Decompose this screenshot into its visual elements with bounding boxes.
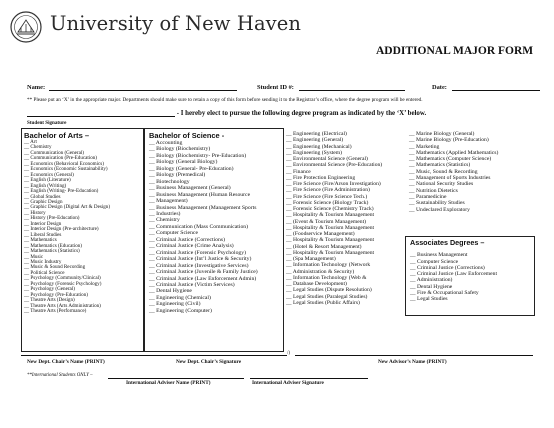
program-label: Business Management (Human Resource [156, 191, 251, 198]
program-label: Criminal Justice (Crime Analysis) [156, 243, 234, 250]
bachelor-arts-heading: Bachelor of Arts – [24, 131, 90, 140]
checkbox-blank[interactable]: __ [24, 155, 31, 162]
checkbox-blank[interactable]: __ [24, 166, 31, 173]
checkbox-blank[interactable]: __ [24, 253, 31, 260]
checkbox-blank[interactable]: __ [286, 162, 293, 169]
checkbox-blank[interactable]: __ [286, 218, 293, 225]
program-label: Computer Science [156, 230, 198, 237]
checkbox-blank[interactable]: __ [286, 187, 293, 194]
program-label: Criminal Justice (Investigative Services) [156, 262, 249, 269]
checkbox-blank[interactable]: __ [149, 198, 157, 205]
program-label: Business Management [417, 252, 468, 259]
checkbox-blank[interactable]: __ [410, 252, 417, 259]
program-label: Theatre Arts (Performance) [30, 308, 87, 315]
program-label: Music [30, 253, 44, 260]
checkbox-blank[interactable]: __ [24, 302, 31, 309]
checkbox-blank[interactable]: __ [149, 236, 157, 243]
program-label: Criminal Justice (Corrections) [156, 236, 225, 243]
program-label: Biotechnology [156, 178, 190, 185]
checkbox-blank[interactable]: __ [286, 174, 293, 181]
program-label: Psychology (Forensic Psychology) [30, 280, 102, 287]
checkbox-blank[interactable]: __ [286, 231, 293, 237]
program-label: Information Technology (Web & [293, 274, 367, 281]
program-label: Chemistry [156, 217, 180, 224]
checkbox-blank[interactable]: __ [286, 293, 293, 300]
program-label: Dental Hygiene [156, 288, 192, 295]
intl-adviser-print-label: International Adviser Name (PRINT) [126, 380, 211, 386]
name-input-line[interactable] [49, 90, 237, 91]
program-label: Graphic Design [30, 198, 63, 205]
program-label: Psychology (Community/Clinical) [30, 275, 101, 282]
checkbox-blank[interactable]: __ [286, 299, 293, 306]
checkbox-blank[interactable]: __ [149, 178, 157, 185]
program-label: Engineering (General) [293, 137, 344, 144]
program-label: Biology (General- Pre-Education) [156, 165, 234, 172]
program-label: Dental Hygiene [417, 283, 453, 290]
checkbox-blank[interactable]: __ [24, 149, 31, 156]
checkbox-blank[interactable]: __ [409, 175, 416, 182]
checkbox-blank[interactable]: __ [286, 199, 293, 206]
program-label: Undeclared Exploratory [416, 206, 470, 213]
checkbox-blank[interactable]: __ [286, 281, 293, 287]
program-label: History (Pre-Education) [30, 215, 80, 222]
program-label: English (Writing) [30, 182, 67, 189]
checkbox-blank[interactable]: __ [24, 177, 31, 184]
column-three [286, 131, 382, 306]
checkbox-blank[interactable]: __ [24, 231, 31, 238]
program-label: Legal Studies (Paralegal Studies) [293, 293, 368, 300]
new-advisor-print-label: New Advisor’s Name (PRINT) [378, 359, 447, 365]
program-label: Industries) [156, 210, 181, 217]
checkbox-blank[interactable]: __ [24, 193, 31, 200]
bachelor-science-column [149, 131, 258, 314]
program-label: Music & Sound Recording [30, 264, 86, 271]
program-label: Mathematics (Education) [30, 242, 83, 249]
program-label: Administration) [416, 277, 453, 284]
checkbox-blank[interactable]: __ [286, 181, 293, 187]
checkbox-blank[interactable]: __ [24, 139, 31, 145]
program-label: Mathematics (Computer Science) [416, 156, 492, 163]
program-label: Administration & Security) [292, 268, 355, 275]
program-label: Biology (Biochemistry- Pre-Education) [156, 152, 247, 159]
name-field[interactable] [27, 84, 237, 91]
associates-list [410, 252, 497, 302]
program-label: Legal Studies (Public Affairs) [293, 299, 360, 306]
program-label: Environmental Science (General) [293, 156, 368, 162]
checkbox-blank[interactable]: __ [149, 165, 157, 172]
checkbox-blank[interactable]: __ [149, 275, 157, 282]
new-dept-chair-signature-label: New Dept. Chair’s Signature [176, 359, 242, 365]
program-label: (Spa Management) [293, 256, 336, 262]
program-label: English (Writing- Pre-Education) [30, 188, 99, 195]
program-label: Biology (General Biology) [156, 159, 218, 166]
bachelor-arts-column [24, 131, 110, 315]
checkbox-blank[interactable]: __ [149, 256, 157, 263]
program-label: (Hotel & Resort Management) [293, 243, 362, 250]
instruction-text: ** Please put an ‘X’ in the appropriate major. Departments should make sure to retain a copy of this form before sending it to the Registrar’s office, where the degree program will be entered. [27, 97, 423, 103]
program-label: Criminal Justice (Forensic Psychology) [156, 249, 246, 256]
checkbox-blank[interactable]: __ [149, 172, 157, 179]
program-label: Paramedicine [416, 193, 447, 200]
checkbox-blank[interactable]: __ [286, 237, 293, 244]
program-label: Mathematics [30, 237, 57, 244]
checkbox-blank[interactable]: __ [24, 182, 31, 189]
program-label: Marine Biology (General) [416, 131, 475, 137]
checkbox-blank[interactable]: __ [149, 185, 157, 192]
program-label: Music, Sound & Recording [416, 168, 478, 175]
date-label: Date: [432, 84, 447, 91]
program-label: Management of Sports Industries [416, 175, 491, 182]
column-three-list [286, 131, 382, 306]
checkbox-blank[interactable]: __ [409, 206, 416, 213]
program-label: Liberal Studies [30, 231, 62, 238]
new-advisor-signature-line[interactable] [295, 355, 533, 356]
checkbox-blank[interactable]: __ [286, 256, 293, 262]
student-id-input-line[interactable] [299, 90, 405, 91]
checkbox-blank[interactable]: __ [286, 243, 293, 250]
program-label: Hospitality & Tourism Management [293, 224, 375, 231]
checkbox-blank[interactable]: __ [409, 181, 416, 188]
checkbox-blank[interactable]: __ [149, 210, 157, 217]
checkbox-blank[interactable]: __ [24, 215, 31, 222]
checkbox-blank[interactable]: __ [149, 204, 157, 211]
checkbox-blank[interactable]: __ [24, 297, 31, 304]
program-label: Economics (General) [30, 171, 74, 178]
checkbox-blank[interactable]: __ [149, 223, 157, 230]
checkbox-blank[interactable]: __ [24, 280, 31, 287]
checkbox-blank[interactable]: __ [410, 296, 417, 303]
program-label: English (Literature) [30, 177, 71, 184]
checkbox-blank[interactable]: __ [409, 162, 416, 169]
program-label: Criminal Justice (Victim Services) [156, 281, 235, 288]
checkbox-blank[interactable]: __ [149, 288, 157, 295]
pursue-statement: - I hereby elect to pursue the following degree program as indicated by the ‘X’ below. [176, 110, 427, 117]
checkbox-blank[interactable]: __ [149, 230, 157, 237]
checkbox-blank[interactable]: __ [24, 198, 31, 205]
checkbox-blank[interactable]: __ [286, 168, 293, 175]
checkbox-blank[interactable]: __ [409, 193, 416, 200]
checkbox-blank[interactable]: __ [24, 264, 31, 271]
program-label: Chemistry [30, 144, 52, 151]
university-seal-logo [10, 11, 42, 43]
checkbox-blank[interactable]: __ [409, 200, 416, 207]
checkbox-blank[interactable]: __ [409, 149, 416, 156]
program-label: Economics (Behavioral Economics) [30, 160, 104, 167]
program-label: Forensic Science (Biology Track) [293, 199, 369, 206]
checkbox-blank[interactable]: __ [409, 168, 416, 175]
checkbox-blank[interactable]: __ [286, 206, 293, 212]
checkbox-blank[interactable]: __ [409, 131, 416, 137]
new-dept-chair-signature-line[interactable] [21, 355, 287, 356]
checkbox-blank[interactable]: __ [149, 307, 157, 314]
checkbox-blank[interactable]: __ [410, 283, 417, 290]
program-label: History [30, 209, 46, 216]
program-label: Engineering (Computer) [156, 307, 212, 314]
checkbox-blank[interactable]: __ [24, 275, 31, 282]
checkbox-blank[interactable]: __ [24, 188, 31, 195]
intl-adviser-signature-line[interactable] [250, 378, 368, 379]
program-label: Interior Design (Pre-architecture) [30, 226, 99, 233]
checkbox-blank[interactable]: __ [24, 269, 31, 276]
checkbox-blank[interactable]: __ [286, 262, 293, 269]
checkbox-blank[interactable]: __ [24, 286, 31, 293]
intl-adviser-print-line[interactable] [108, 378, 244, 379]
checkbox-blank[interactable]: __ [149, 249, 157, 256]
bachelor-arts-list [24, 140, 110, 315]
checkbox-blank[interactable]: __ [286, 224, 293, 231]
program-label: Accounting [155, 140, 183, 146]
checkbox-blank[interactable]: __ [410, 277, 417, 284]
program-label: Environmental Science (Pre-Education) [293, 162, 383, 169]
checkbox-blank[interactable]: __ [410, 264, 417, 271]
program-label: Engineering (Chemical) [156, 294, 211, 301]
associates-heading: Associates Degrees – [410, 238, 485, 247]
checkbox-blank[interactable]: __ [286, 287, 293, 294]
program-label: Computer Science [417, 258, 459, 265]
program-label: Business Management (General) [156, 185, 231, 192]
checkbox-blank[interactable]: __ [24, 220, 31, 227]
program-label: Art [30, 139, 37, 145]
program-label: Forensic Science (Chemistry Track) [293, 206, 374, 212]
checkbox-blank[interactable]: __ [24, 308, 31, 315]
program-label: Biology (Premedical) [156, 172, 206, 179]
program-label: Criminal Justice (Corrections) [417, 264, 485, 271]
checkbox-blank[interactable]: __ [286, 143, 293, 150]
checkbox-blank[interactable]: __ [24, 291, 31, 298]
program-label: Political Science [30, 269, 65, 276]
program-label: Marine Biology (Pre-Education) [416, 137, 489, 144]
student-signature-line[interactable] [27, 116, 175, 117]
date-input-line[interactable] [452, 90, 540, 91]
program-label: Hospitality & Tourism Management [293, 212, 375, 219]
program-label: Mathematics (Statistics) [30, 248, 80, 255]
international-students-prefix: **International Students ONLY – [27, 373, 93, 378]
checkbox-blank[interactable]: __ [286, 212, 293, 219]
checkbox-blank[interactable]: __ [409, 187, 416, 194]
checkbox-blank[interactable]: __ [286, 149, 293, 156]
program-label: Biology (Biochemistry) [156, 146, 211, 153]
checkbox-blank[interactable]: __ [286, 249, 293, 256]
checkbox-blank[interactable]: __ [149, 140, 156, 146]
program-label: Communication (Pre-Education) [30, 155, 98, 162]
program-label: (Foodservice Management) [293, 231, 355, 237]
program-label: Criminal Justice (Law Enforcement [417, 271, 497, 278]
program-label: Database Development) [293, 281, 347, 287]
program-label: Psychology (Pre-Education) [30, 291, 88, 298]
checkbox-blank[interactable]: __ [149, 217, 157, 224]
date-field[interactable] [432, 84, 540, 91]
program-label: Mathematics (Statistics) [416, 162, 471, 169]
checkbox-blank[interactable]: __ [24, 209, 31, 216]
checkbox-blank[interactable]: __ [149, 243, 157, 250]
program-label: Psychology (General) [30, 286, 75, 293]
program-option[interactable] [286, 300, 382, 306]
program-option[interactable] [410, 296, 497, 302]
program-label: National Security Studies [416, 181, 474, 188]
associates-column [410, 240, 497, 303]
checkbox-blank[interactable]: __ [286, 268, 293, 275]
program-option[interactable] [409, 207, 498, 213]
checkbox-blank[interactable]: __ [149, 262, 157, 269]
new-dept-chair-print-label: New Dept. Chair’s Name (PRINT) [27, 359, 105, 365]
program-label: Fire & Occupational Safety [417, 290, 479, 297]
student-id-field[interactable] [257, 84, 405, 91]
checkbox-blank[interactable]: __ [24, 242, 31, 249]
program-label: Hospitality & Tourism Management [293, 237, 375, 244]
student-signature-row [27, 110, 426, 117]
program-label: Fire Science (Fire/Arson Investigation) [293, 181, 381, 187]
program-label: Management) [156, 198, 188, 205]
checkbox-blank[interactable]: __ [409, 143, 416, 150]
program-label: Information Technology (Network [293, 262, 371, 269]
program-label: Criminal Justice (Law Enforcement Admin) [156, 275, 257, 282]
program-label: Legal Studies [417, 296, 448, 303]
program-label: Communication (General) [30, 149, 84, 156]
checkbox-blank[interactable]: __ [286, 193, 293, 200]
bachelor-science-heading: Bachelor of Science - [149, 131, 225, 140]
column-four-list [409, 131, 498, 213]
program-label: Fire Science (Fire Administration) [293, 187, 370, 194]
checkbox-blank[interactable]: __ [149, 152, 157, 159]
checkbox-blank[interactable]: __ [409, 156, 416, 163]
checkbox-blank[interactable]: __ [149, 269, 157, 276]
program-label: Finance [293, 168, 311, 175]
checkbox-blank[interactable]: __ [286, 137, 293, 144]
checkbox-blank[interactable]: __ [286, 156, 293, 162]
program-label: Engineering (Mechanical) [293, 143, 352, 150]
program-label: Legal Studies (Dispute Resolution) [293, 287, 372, 294]
program-label: Engineering (System) [293, 149, 342, 156]
program-label: Music Industry [30, 258, 62, 265]
checkbox-blank[interactable]: __ [410, 290, 417, 297]
checkbox-blank[interactable]: __ [24, 226, 31, 233]
checkbox-blank[interactable]: __ [24, 248, 31, 255]
checkbox-blank[interactable]: __ [149, 281, 157, 288]
program-label: Communication (Mass Communication) [156, 223, 249, 230]
checkbox-blank[interactable]: __ [24, 258, 31, 265]
student-signature-label: Student Signature [27, 120, 67, 126]
checkbox-blank[interactable]: __ [24, 237, 31, 244]
name-label: Name: [27, 84, 46, 91]
program-label: Engineering (Civil) [156, 301, 201, 308]
checkbox-blank[interactable]: __ [24, 160, 31, 167]
program-label: Interior Design [30, 220, 62, 227]
program-label: Nutrition Dietetics [416, 187, 458, 194]
checkbox-blank[interactable]: __ [149, 301, 157, 308]
checkbox-blank[interactable]: __ [149, 146, 157, 153]
program-option[interactable] [149, 308, 258, 314]
program-label: Theatre Arts (Arts Administration) [30, 302, 101, 309]
program-label: Hospitality & Tourism Management [293, 249, 375, 256]
program-label: Criminal Justice (Juvenile & Family Justice) [156, 269, 258, 276]
bachelor-science-list [149, 140, 258, 314]
checkbox-blank[interactable]: __ [286, 274, 293, 281]
checkbox-blank[interactable]: __ [24, 171, 31, 178]
program-label: Graphic Design (Digital Art & Design) [30, 204, 111, 211]
program-label: Global Studies [30, 193, 61, 200]
form-title: ADDITIONAL MAJOR FORM [376, 45, 534, 57]
program-label: Mathematics (Applied Mathematics) [416, 149, 499, 156]
checkbox-blank[interactable]: __ [149, 191, 157, 198]
checkbox-blank[interactable]: __ [149, 294, 157, 301]
program-label: Fire Protection Engineering [293, 174, 356, 181]
checkbox-blank[interactable]: __ [286, 131, 293, 137]
column-four [409, 131, 498, 213]
program-label: Marketing [416, 143, 440, 150]
checkbox-blank[interactable]: __ [24, 144, 31, 151]
university-name: University of New Haven [50, 12, 302, 35]
slash-mark: /) [287, 351, 290, 356]
program-label: Business Management (Management Sports [156, 204, 257, 211]
intl-adviser-signature-label: International Adviser Signature [252, 380, 324, 386]
program-label: Criminal Justice (Int’l Justice & Security) [156, 256, 252, 263]
checkbox-blank[interactable]: __ [24, 204, 31, 211]
checkbox-blank[interactable]: __ [410, 271, 417, 278]
program-label: Fire Science (Fire Science Tech.) [293, 193, 368, 200]
student-id-label: Student ID #: [257, 84, 294, 91]
program-label: (Event & Tourism Management) [293, 218, 366, 225]
program-label: Sustainability Studies [416, 200, 465, 207]
program-label: Theatre Arts (Design) [30, 297, 75, 304]
program-option[interactable] [24, 309, 110, 314]
checkbox-blank[interactable]: __ [149, 159, 157, 166]
checkbox-blank[interactable]: __ [409, 137, 416, 144]
program-label: Engineering (Electrical) [293, 131, 347, 137]
program-label: Economics (Economic Sustainability) [30, 166, 108, 173]
checkbox-blank[interactable]: __ [410, 258, 417, 265]
